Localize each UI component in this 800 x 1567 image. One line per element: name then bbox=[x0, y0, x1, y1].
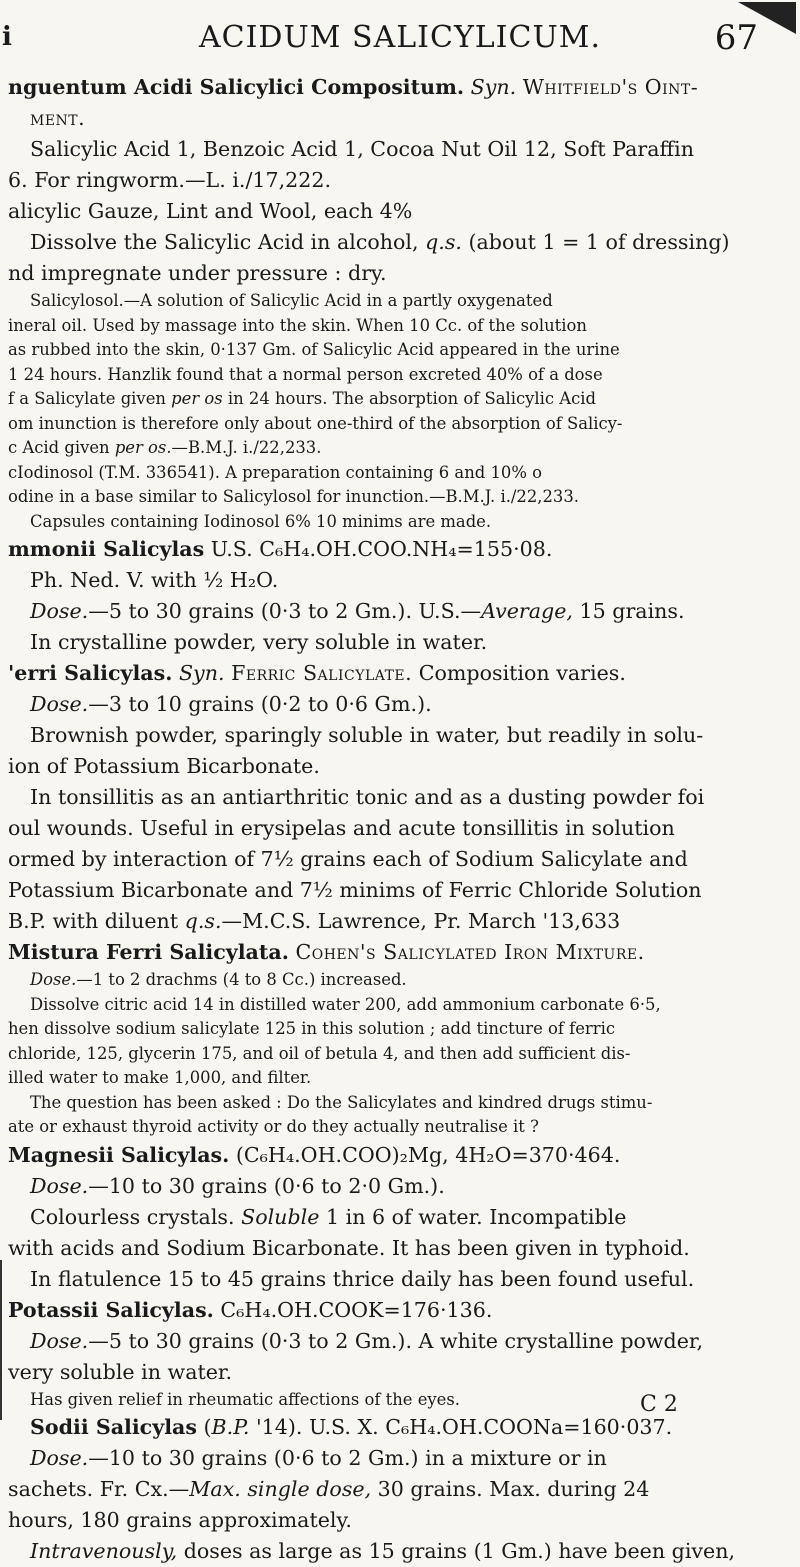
text-line bbox=[8, 1017, 778, 1042]
line-text: '14). U.S. X. C₆H₄.OH.COONa=160·037. bbox=[249, 1415, 673, 1439]
italic-text: Dose. bbox=[30, 1173, 89, 1198]
line-text: C₆H₄.OH.COOK=176·136. bbox=[213, 1297, 493, 1322]
line-text: Dissolve citric acid 14 in distilled water 200, add ammonium carbonate 6·5, bbox=[30, 994, 661, 1014]
line-text: —10 to 30 grains (0·6 to 2·0 Gm.). bbox=[88, 1173, 445, 1198]
text-line bbox=[8, 412, 778, 437]
line-text: alicylic Gauze, Lint and Wool, each 4% bbox=[8, 199, 413, 223]
line-text: In flatulence 15 to 45 grains thrice daily has been found useful. bbox=[30, 1266, 695, 1291]
italic-text: Dose. bbox=[30, 970, 77, 989]
italic-text: B.P. bbox=[211, 1415, 250, 1439]
text-line bbox=[8, 1357, 778, 1388]
running-header bbox=[0, 18, 800, 58]
entry-heading: nguentum Acidi Salicylici Compositum. bbox=[8, 75, 465, 99]
text-line bbox=[8, 1115, 778, 1140]
text-line bbox=[8, 565, 778, 596]
small-caps-text: ment. bbox=[30, 106, 86, 130]
line-text: In tonsillitis as an antiarthritic tonic and as a dusting powder foi bbox=[30, 785, 705, 809]
text-line bbox=[8, 875, 778, 906]
text-line bbox=[8, 461, 778, 486]
line-text: The question has been asked : Do the Salicylates and kindred drugs stimu- bbox=[30, 1092, 653, 1112]
italic-text: Soluble bbox=[241, 1204, 320, 1229]
line-text: Dissolve the Salicylic Acid in alcohol, bbox=[30, 230, 426, 254]
text-line bbox=[8, 289, 778, 314]
line-text: Capsules containing Iodinosol 6% 10 minims are made. bbox=[30, 511, 492, 531]
line-text: Composition varies. bbox=[412, 661, 626, 685]
italic-text: Average, bbox=[481, 599, 573, 623]
small-caps-text: Cohen's Salicylated Iron Mixture. bbox=[295, 940, 645, 964]
line-text: —10 to 30 grains (0·6 to 2 Gm.) in a mixture or in bbox=[88, 1446, 607, 1470]
italic-text: Dose. bbox=[30, 599, 89, 623]
line-text: —5 to 30 grains (0·3 to 2 Gm.). A white crystalline powder, bbox=[88, 1328, 704, 1353]
line-text: ( bbox=[196, 1415, 212, 1439]
entry-heading: mmonii Salicylas bbox=[8, 537, 205, 561]
line-text: as rubbed into the skin, 0·137 Gm. of Salicylic Acid appeared in the urine bbox=[8, 340, 620, 359]
italic-text: Dose. bbox=[30, 692, 89, 716]
text-line bbox=[8, 1536, 778, 1567]
line-text: Colourless crystals. bbox=[30, 1204, 242, 1229]
entry-heading: Magnesii Salicylas. bbox=[8, 1142, 230, 1167]
italic-text: per os bbox=[171, 389, 223, 408]
line-text: very soluble in water. bbox=[8, 1359, 233, 1384]
line-text: —M.C.S. Lawrence, Pr. March '13,633 bbox=[221, 909, 621, 933]
text-line bbox=[8, 1140, 778, 1171]
italic-text: q.s. bbox=[425, 230, 462, 254]
text-line bbox=[8, 596, 778, 627]
entry-heading: Mistura Ferri Salicylata. bbox=[8, 940, 289, 964]
line-text: odine in a base similar to Salicylosol for inunction.—B.M.J. i./22,233. bbox=[8, 487, 579, 506]
text-line bbox=[8, 72, 778, 103]
running-title: ACIDUM SALICYLICUM. bbox=[198, 20, 602, 55]
entry-heading: Potassii Salicylas. bbox=[8, 1297, 214, 1322]
text-line bbox=[8, 993, 778, 1018]
line-text: om inunction is therefore only about one-third of the absorption of Salicy- bbox=[8, 413, 623, 433]
line-text: cIodinosol (T.M. 336541). A preparation containing 6 and 10% o bbox=[8, 462, 542, 482]
line-text: Salicylic Acid 1, Benzoic Acid 1, Cocoa Nut Oil 12, Soft Paraffin bbox=[30, 137, 694, 161]
line-text: 1 24 hours. Hanzlik found that a normal person excreted 40% of a dose bbox=[8, 364, 603, 384]
italic-text: Intravenously, bbox=[30, 1539, 178, 1563]
small-caps-text: Ferric Salicylate. bbox=[231, 661, 413, 685]
line-text: in 24 hours. The absorption of Salicylic Acid bbox=[222, 389, 597, 408]
text-line bbox=[8, 387, 778, 412]
page-number: 67 bbox=[714, 18, 758, 58]
left-margin-rule bbox=[0, 1260, 2, 1420]
text-line bbox=[8, 1066, 778, 1091]
line-text: 1 in 6 of water. Incompatible bbox=[319, 1204, 627, 1229]
line-text: 6. For ringworm.—L. i./17,222. bbox=[8, 168, 332, 192]
line-text: ineral oil. Used by massage into the skin. When 10 Cc. of the solution bbox=[8, 315, 587, 335]
text-line bbox=[8, 485, 778, 510]
text-line bbox=[8, 314, 778, 339]
text-line bbox=[8, 1264, 778, 1295]
italic-text: Dose. bbox=[30, 1328, 89, 1353]
text-line bbox=[8, 1171, 778, 1202]
text-line bbox=[8, 227, 778, 258]
line-text: Potassium Bicarbonate and 7½ minims of Ferric Chloride Solution bbox=[8, 878, 702, 902]
small-caps-text: Whitfield's Oint- bbox=[522, 75, 699, 99]
text-line bbox=[8, 720, 778, 751]
line-text: Salicylosol.—A solution of Salicylic Acid in a partly oxygenated bbox=[30, 291, 553, 310]
text-line bbox=[8, 937, 778, 968]
text-line bbox=[8, 1474, 778, 1505]
text-line bbox=[8, 103, 778, 134]
text-line bbox=[8, 813, 778, 844]
line-text: —3 to 10 grains (0·2 to 0·6 Gm.). bbox=[88, 692, 432, 716]
line-text: hen dissolve sodium salicylate 125 in this solution ; add tincture of ferric bbox=[8, 1019, 616, 1038]
text-line bbox=[8, 627, 778, 658]
line-text: doses as large as 15 grains (1 Gm.) have been given, bbox=[177, 1539, 736, 1563]
italic-text: per os. bbox=[114, 438, 172, 457]
line-text: Has given relief in rheumatic affections of the eyes. bbox=[30, 1389, 460, 1409]
text-line bbox=[8, 510, 778, 535]
signature-mark: C 2 bbox=[640, 1392, 678, 1417]
entry-heading: 'erri Salicylas. bbox=[8, 661, 173, 685]
line-text: Brownish powder, sparingly soluble in water, but readily in solu- bbox=[30, 723, 704, 747]
line-text: nd impregnate under pressure : dry. bbox=[8, 261, 387, 285]
line-text: —B.M.J. i./22,233. bbox=[171, 438, 322, 457]
line-text: oul wounds. Useful in erysipelas and acute tonsillitis in solution bbox=[8, 816, 675, 840]
entry-heading: Sodii Salicylas bbox=[30, 1415, 197, 1439]
text-line bbox=[8, 782, 778, 813]
line-text: Ph. Ned. V. with ½ H₂O. bbox=[30, 568, 279, 592]
line-text: f a Salicylate given bbox=[8, 389, 172, 408]
page-corner-fold-icon bbox=[730, 0, 800, 36]
line-text: ion of Potassium Bicarbonate. bbox=[8, 754, 320, 778]
line-text: ormed by interaction of 7½ grains each of Sodium Salicylate and bbox=[8, 847, 688, 871]
line-text: —5 to 30 grains (0·3 to 2 Gm.). U.S.— bbox=[88, 599, 482, 623]
italic-text: Dose. bbox=[30, 1446, 89, 1470]
text-line bbox=[8, 436, 778, 461]
text-line bbox=[8, 165, 778, 196]
line-text: —1 to 2 drachms (4 to 8 Cc.) increased. bbox=[76, 970, 407, 989]
text-line bbox=[8, 134, 778, 165]
text-line bbox=[8, 658, 778, 689]
text-line bbox=[8, 968, 778, 993]
line-text: U.S. C₆H₄.OH.COO.NH₄=155·08. bbox=[204, 537, 553, 561]
line-text: c Acid given bbox=[8, 438, 115, 457]
text-line bbox=[8, 689, 778, 720]
page-body bbox=[8, 72, 778, 1567]
line-text: with acids and Sodium Bicarbonate. It has been given in typhoid. bbox=[8, 1235, 690, 1260]
line-text: illed water to make 1,000, and filter. bbox=[8, 1068, 312, 1087]
line-text: hours, 180 grains approximately. bbox=[8, 1508, 352, 1532]
line-text: sachets. Fr. Cx.— bbox=[8, 1477, 190, 1501]
text-line bbox=[8, 906, 778, 937]
italic-text: Syn. bbox=[470, 75, 517, 99]
text-line bbox=[8, 1091, 778, 1116]
text-line bbox=[8, 258, 778, 289]
italic-text: Syn. bbox=[178, 661, 225, 685]
text-line bbox=[8, 1202, 778, 1233]
line-text: chloride, 125, glycerin 175, and oil of betula 4, and then add sufficient dis- bbox=[8, 1043, 631, 1063]
text-line bbox=[8, 1042, 778, 1067]
line-text: ate or exhaust thyroid activity or do they actually neutralise it ? bbox=[8, 1117, 539, 1136]
italic-text: q.s. bbox=[184, 909, 222, 933]
text-line bbox=[8, 363, 778, 388]
text-line bbox=[8, 196, 778, 227]
line-text: B.P. with diluent bbox=[8, 909, 185, 933]
text-line bbox=[8, 1295, 778, 1326]
line-text: 15 grains. bbox=[572, 599, 685, 623]
line-text: (C₆H₄.OH.COO)₂Mg, 4H₂O=370·464. bbox=[229, 1142, 621, 1167]
text-line bbox=[8, 1326, 778, 1357]
text-line bbox=[8, 338, 778, 363]
line-text: 30 grains. Max. during 24 bbox=[371, 1477, 650, 1501]
text-line bbox=[8, 751, 778, 782]
line-text: In crystalline powder, very soluble in water. bbox=[30, 630, 488, 654]
text-line bbox=[8, 1233, 778, 1264]
text-line bbox=[8, 844, 778, 875]
line-text: (about 1 = 1 of dressing) bbox=[461, 230, 730, 254]
text-line bbox=[8, 534, 778, 565]
italic-text: Max. single dose, bbox=[189, 1477, 372, 1501]
text-line bbox=[8, 1505, 778, 1536]
text-line bbox=[8, 1443, 778, 1474]
header-left-mark: i bbox=[2, 22, 12, 52]
